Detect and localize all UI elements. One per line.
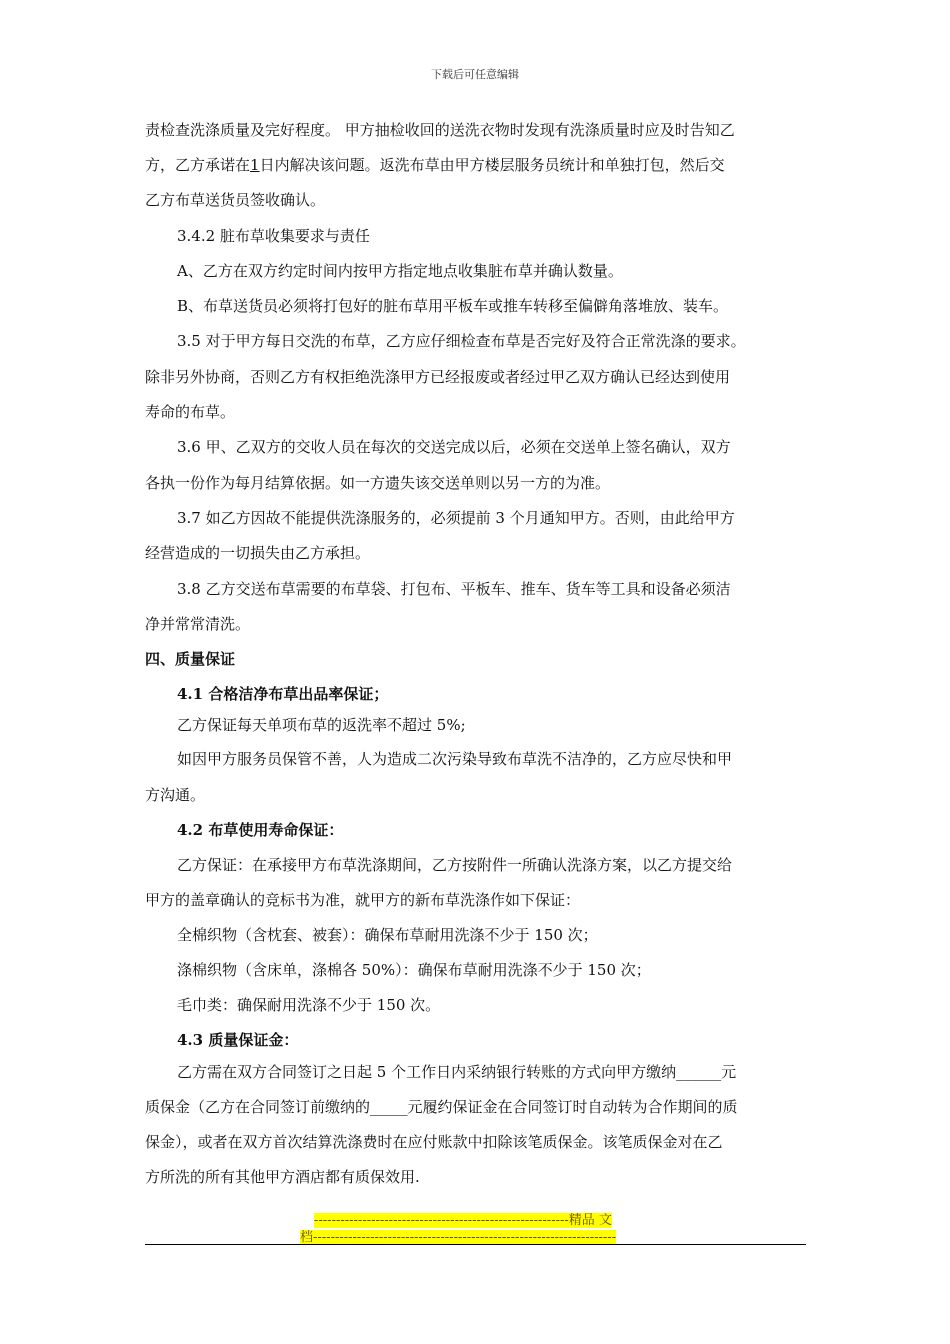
body-line: A、乙方在双方约定时间内按甲方指定地点收集脏布草并确认数量。 bbox=[177, 262, 623, 280]
body-line: 如因甲方服务员保管不善，人为造成二次污染导致布草洗不洁净的，乙方应尽快和甲 bbox=[177, 750, 733, 768]
clause-3-7: 3.7 如乙方因故不能提供洗涤服务的，必须提前 3 个月通知甲方。否则，由此给甲方 bbox=[177, 509, 735, 527]
body-line: 寿命的布草。 bbox=[145, 403, 236, 421]
clause-3-6: 3.6 甲、乙双方的交收人员在每次的交送完成以后，必须在交送单上签名确认，双方 bbox=[177, 438, 731, 456]
clause-3-5: 3.5 对于甲方每日交洗的布草，乙方应仔细检查布草是否完好及符合正常洗涤的要求。 bbox=[177, 332, 746, 350]
body-line: B、布草送货员必须将打包好的脏布草用平板车或推车转移至偏僻角落堆放、装车。 bbox=[177, 297, 729, 315]
body-line: 保金），或者在双方首次结算洗涤费时在应付账款中扣除该笔质保金。该笔质保金对在乙 bbox=[145, 1133, 723, 1151]
days-value: 1 bbox=[250, 156, 260, 174]
body-line: 乙方保证每天单项布草的返洗率不超过 5%; bbox=[177, 716, 466, 734]
subsection-4-3: 4.3 质量保证金： bbox=[177, 1031, 299, 1049]
body-line: 净并常常清洗。 bbox=[145, 615, 251, 633]
body-line: 质保金（乙方在合同签订前缴纳的_____元履约保证金在合同签订时自动转为合作期间的质 bbox=[145, 1098, 738, 1116]
footer-watermark bbox=[300, 1212, 616, 1246]
body-line bbox=[145, 155, 725, 175]
guarantee-item: 涤棉织物（含床单，涤棉各 50%）：确保布草耐用洗涤不少于 150 次； bbox=[177, 961, 651, 979]
subsection-4-1: 4.1 合格洁净布草出品率保证； bbox=[177, 685, 389, 703]
footer-line: ----------------------------------------------------------精品 文 bbox=[314, 1213, 612, 1228]
page-header-note: 下载后可任意编辑 bbox=[431, 68, 519, 81]
guarantee-item: 毛巾类：确保耐用洗涤不少于 150 次。 bbox=[177, 996, 441, 1014]
guarantee-item: 全棉织物（含枕套、被套）：确保布草耐用洗涤不少于 150 次； bbox=[177, 926, 598, 944]
body-line: 乙方需在双方合同签订之日起 5 个工作日内采纳银行转账的方式向甲方缴纳______元 bbox=[177, 1063, 737, 1081]
subsection-4-2: 4.2 布草使用寿命保证： bbox=[177, 821, 344, 839]
body-line: 经营造成的一切损失由乙方承担。 bbox=[145, 544, 371, 562]
body-line: 除非另外协商，否则乙方有权拒绝洗涤甲方已经报废或者经过甲乙双方确认已经达到使用 bbox=[145, 368, 731, 386]
clause-3-8: 3.8 乙方交送布草需要的布草袋、打包布、平板车、推车、货车等工具和设备必须洁 bbox=[177, 580, 731, 598]
footer-line: 档--------------------------------------------------------------------- bbox=[300, 1230, 617, 1245]
body-line: 乙方布草送货员签收确认。 bbox=[145, 191, 326, 209]
body-line: 甲方的盖章确认的竞标书为准，就甲方的新布草洗涤作如下保证： bbox=[145, 891, 581, 909]
text-segment: 方，乙方承诺在 bbox=[145, 156, 251, 174]
body-line: 乙方保证：在承接甲方布草洗涤期间，乙方按附件一所确认洗涤方案，以乙方提交给 bbox=[177, 856, 733, 874]
body-line: 各执一份作为每月结算依据。如一方遗失该交送单则以另一方的为准。 bbox=[145, 474, 611, 492]
body-line: 方沟通。 bbox=[145, 786, 206, 804]
section-title-4: 四、质量保证 bbox=[145, 650, 236, 668]
text-segment: 日内解决该问题。返洗布草由甲方楼层服务员统计和单独打包，然后交 bbox=[259, 156, 725, 174]
footer-divider bbox=[145, 1244, 806, 1245]
body-line: 责检查洗涤质量及完好程度。 甲方抽检收回的送洗衣物时发现有洗涤质量时应及时告知乙 bbox=[145, 121, 735, 139]
section-heading-3-4-2: 3.4.2 脏布草收集要求与责任 bbox=[177, 227, 370, 245]
body-line: 方所洗的所有其他甲方酒店都有质保效用. bbox=[145, 1168, 420, 1186]
